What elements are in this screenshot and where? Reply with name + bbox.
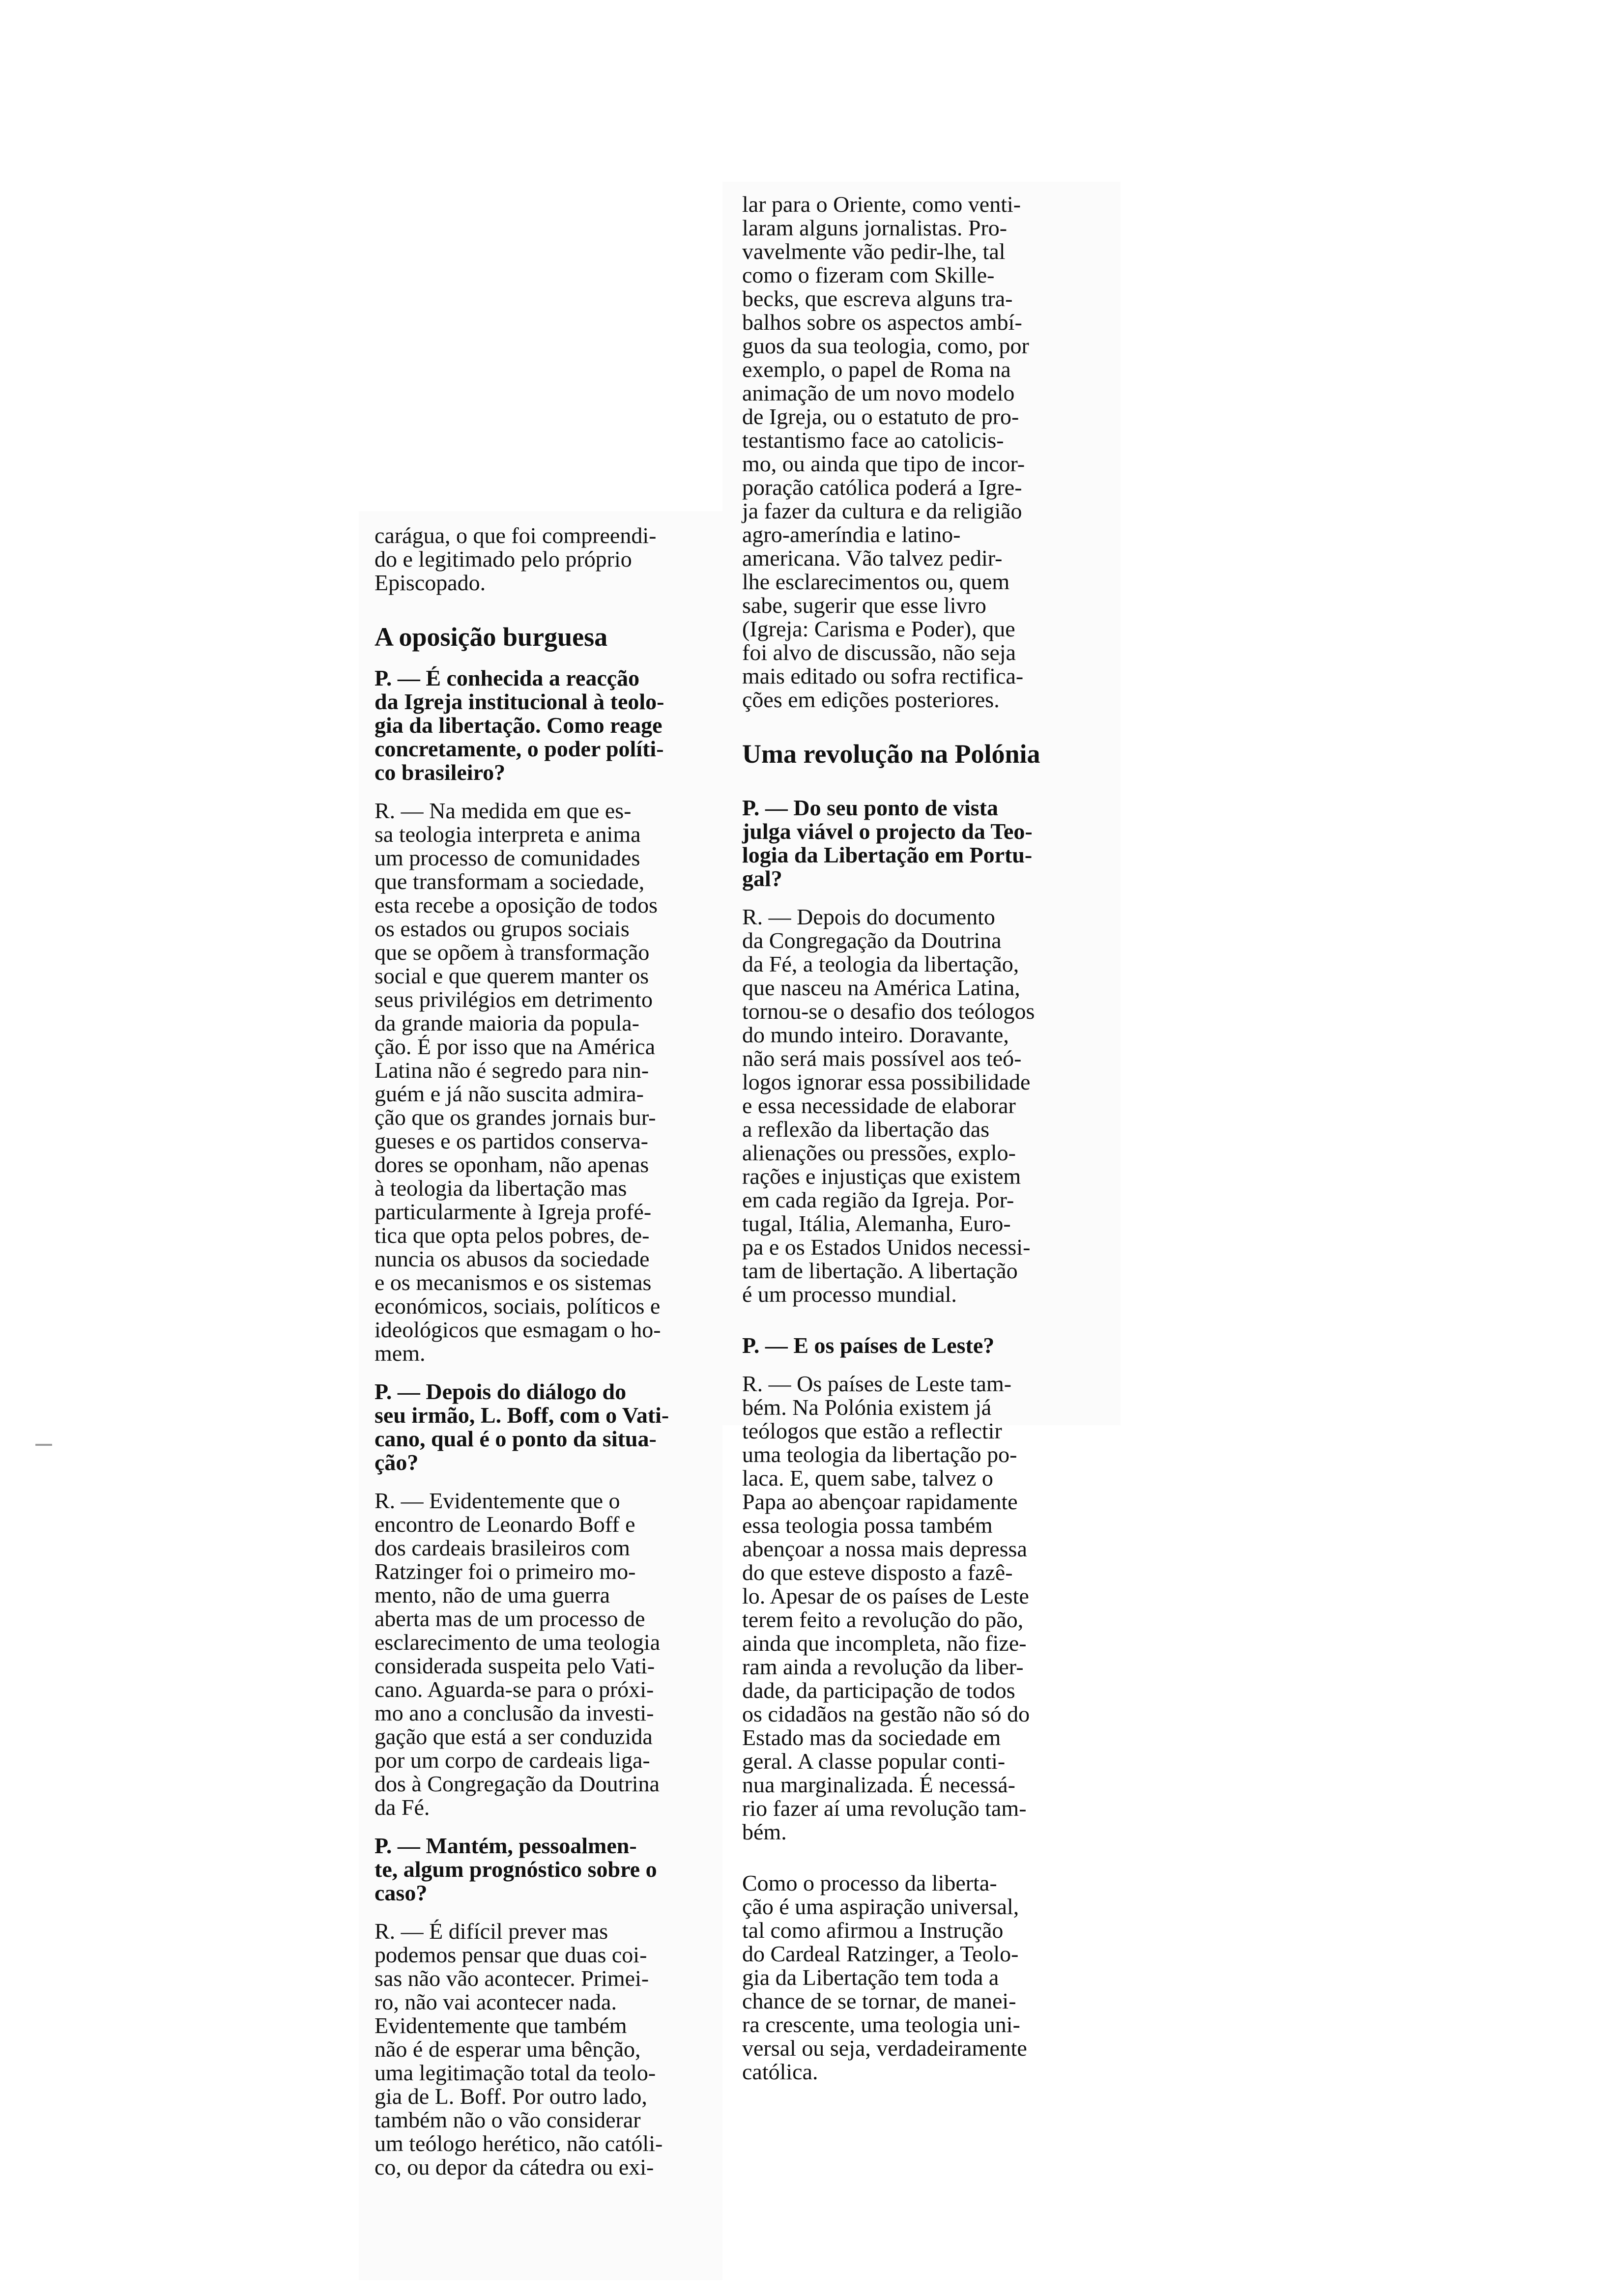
text-line: lar para o Oriente, como venti- — [742, 192, 1021, 217]
text-line: Como o processo da liberta- — [742, 1870, 997, 1895]
text-line: não é de esperar uma bênção, — [374, 2037, 641, 2062]
text-line: ro, não vai acontecer nada. — [374, 1989, 617, 2014]
text-line: caso? — [374, 1880, 428, 1905]
text-line: concretamente, o poder políti- — [374, 736, 664, 761]
text-line: considerada suspeita pelo Vati- — [374, 1653, 655, 1678]
text-line: que transformam a sociedade, — [374, 869, 645, 894]
text-line: A oposição burguesa — [374, 622, 608, 652]
text-line: ção é uma aspiração universal, — [742, 1894, 1019, 1919]
text-line: seu irmão, L. Boff, com o Vati- — [374, 1403, 669, 1428]
text-line: animação de um novo modelo — [742, 380, 1015, 405]
text-line: ção que os grandes jornais bur- — [374, 1105, 656, 1130]
text-line: dade, da participação de todos — [742, 1678, 1015, 1703]
text-line: co brasileiro? — [374, 760, 506, 785]
text-line: P. — E os países de Leste? — [742, 1333, 995, 1358]
text-line: do mundo inteiro. Doravante, — [742, 1022, 1009, 1047]
block-spacer — [742, 1844, 1116, 1871]
text-line: de Igreja, ou o estatuto de pro- — [742, 404, 1019, 429]
text-line: sa teologia interpreta e anima — [374, 822, 641, 847]
text-line: da Fé. — [374, 1795, 430, 1820]
interview-question — [374, 666, 719, 784]
text-line: logos ignorar essa possibilidade — [742, 1069, 1031, 1094]
block-spacer — [374, 652, 719, 666]
text-line: ção. É por isso que na América — [374, 1034, 655, 1059]
text-line: à teologia da libertação mas — [374, 1176, 627, 1201]
text-line: como o fizeram com Skille- — [742, 262, 995, 287]
text-paragraph — [374, 1489, 719, 1819]
block-spacer — [742, 1357, 1116, 1372]
text-line: da Fé, a teologia da libertação, — [742, 951, 1019, 976]
block-spacer — [374, 1474, 719, 1489]
text-paragraph — [374, 1920, 719, 2179]
text-line: ção? — [374, 1450, 419, 1475]
text-line: gal? — [742, 866, 782, 891]
text-line: geral. A classe popular conti- — [742, 1749, 1006, 1774]
text-line: alienações ou pressões, explo- — [742, 1140, 1016, 1165]
text-line: tam de libertação. A libertação — [742, 1258, 1018, 1283]
text-line: os estados ou grupos sociais — [374, 916, 630, 941]
text-line: cano, qual é o ponto da situa- — [374, 1426, 657, 1451]
text-line: rações e injustiças que existem — [742, 1164, 1021, 1189]
text-line: os cidadãos na gestão não só do — [742, 1701, 1030, 1726]
section-heading — [742, 739, 1116, 769]
text-line: gueses e os partidos conserva- — [374, 1128, 648, 1153]
text-line: becks, que escreva alguns tra- — [742, 286, 1013, 311]
text-line: mo, ou ainda que tipo de incor- — [742, 451, 1025, 476]
left-column — [374, 524, 719, 2179]
text-line: mais editado ou sofra rectifica- — [742, 663, 1024, 689]
section-heading — [374, 622, 719, 652]
text-line: é um processo mundial. — [742, 1282, 957, 1307]
text-paragraph — [742, 1372, 1116, 1844]
text-line: laca. E, quem sabe, talvez o — [742, 1465, 993, 1491]
text-line: P. — Do seu ponto de vista — [742, 795, 998, 820]
text-line: tornou-se o desafio dos teólogos — [742, 999, 1035, 1024]
text-line: e essa necessidade de elaborar — [742, 1093, 1016, 1118]
text-line: terem feito a revolução do pão, — [742, 1607, 1024, 1632]
text-line: logia da Libertação em Portu- — [742, 842, 1033, 867]
text-line: por um corpo de cardeais liga- — [374, 1748, 650, 1773]
text-line: um processo de comunidades — [374, 845, 640, 870]
text-line: gia da Libertação tem toda a — [742, 1965, 999, 1990]
text-line: nuncia os abusos da sociedade — [374, 1246, 650, 1271]
text-line: dores se oponham, não apenas — [374, 1152, 649, 1177]
text-line: te, algum prognóstico sobre o — [374, 1857, 657, 1882]
block-spacer — [374, 1819, 719, 1834]
text-line: nua marginalizada. É necessá- — [742, 1772, 1015, 1797]
text-line: P. — Depois do diálogo do — [374, 1379, 627, 1404]
interview-question — [374, 1380, 719, 1474]
text-line: católica. — [742, 2059, 818, 2084]
text-line: agro-ameríndia e latino- — [742, 522, 961, 547]
text-line: abençoar a nossa mais depressa — [742, 1536, 1027, 1561]
text-paragraph — [374, 799, 719, 1365]
text-line: ra crescente, uma teologia uni- — [742, 2012, 1020, 2037]
text-line: dos cardeais brasileiros com — [374, 1535, 630, 1560]
block-spacer — [374, 1905, 719, 1920]
text-paragraph — [742, 905, 1116, 1306]
text-line: R. — Na medida em que es- — [374, 798, 632, 823]
text-line: não será mais possível aos teó- — [742, 1046, 1022, 1071]
text-line: tica que opta pelos pobres, de- — [374, 1223, 650, 1248]
text-line: esclarecimento de uma teologia — [374, 1630, 661, 1655]
text-line: Estado mas da sociedade em — [742, 1725, 1001, 1750]
text-line: gia de L. Boff. Por outro lado, — [374, 2084, 647, 2109]
text-line: do que esteve disposto a fazê- — [742, 1560, 1013, 1585]
text-line: da Congregação da Doutrina — [742, 928, 1002, 953]
interview-question — [374, 1834, 719, 1905]
text-line: guos da sua teologia, como, por — [742, 333, 1029, 358]
text-line: bém. — [742, 1819, 787, 1844]
right-column — [742, 193, 1116, 2084]
text-line: um teólogo herético, não católi- — [374, 2131, 663, 2156]
text-line: em cada região da Igreja. Por- — [742, 1187, 1014, 1212]
text-line: encontro de Leonardo Boff e — [374, 1512, 635, 1537]
text-paragraph — [374, 524, 719, 595]
text-line: vavelmente vão pedir-lhe, tal — [742, 239, 1006, 264]
block-spacer — [742, 1306, 1116, 1334]
text-line: Evidentemente que também — [374, 2013, 627, 2038]
text-line: que se opõem à transformação — [374, 940, 650, 965]
text-line: testantismo face ao catolicis- — [742, 428, 1004, 453]
text-paragraph — [742, 1871, 1116, 2084]
text-line: ja fazer da cultura e da religião — [742, 498, 1022, 523]
text-line: lhe esclarecimentos ou, quem — [742, 569, 1010, 594]
text-line: e os mecanismos e os sistemas — [374, 1270, 652, 1295]
text-line: da Igreja institucional à teolo- — [374, 689, 664, 714]
text-line: Uma revolução na Polónia — [742, 739, 1040, 769]
text-line: mem. — [374, 1341, 426, 1366]
text-line: mento, não de uma guerra — [374, 1582, 610, 1607]
text-line: Papa ao abençoar rapidamente — [742, 1489, 1018, 1514]
text-line: teólogos que estão a reflectir — [742, 1418, 1002, 1443]
text-line: balhos sobre os aspectos ambí- — [742, 310, 1022, 335]
text-line: sabe, sugerir que esse livro — [742, 593, 986, 618]
text-line: económicos, sociais, políticos e — [374, 1293, 661, 1319]
text-line: aberta mas de um processo de — [374, 1606, 645, 1631]
text-line: poração católica poderá a Igre- — [742, 475, 1022, 500]
text-line: R. — É difícil prever mas — [374, 1919, 608, 1944]
text-line: bém. Na Polónia existem já — [742, 1395, 992, 1420]
text-line: lo. Apesar de os países de Leste — [742, 1583, 1029, 1608]
text-line: uma teologia da libertação po- — [742, 1442, 1017, 1467]
text-line: rio fazer aí uma revolução tam- — [742, 1796, 1027, 1821]
text-line: P. — Mantém, pessoalmen- — [374, 1833, 637, 1858]
text-line: exemplo, o papel de Roma na — [742, 357, 1011, 382]
text-line: social e que querem manter os — [374, 963, 649, 988]
text-line: Latina não é segredo para nin- — [374, 1058, 649, 1083]
text-line: tal como afirmou a Instrução — [742, 1918, 1004, 1943]
text-line: mo ano a conclusão da investi- — [374, 1700, 654, 1725]
text-line: (Igreja: Carisma e Poder), que — [742, 616, 1015, 641]
block-spacer — [374, 784, 719, 799]
text-line: também não o vão considerar — [374, 2107, 641, 2132]
text-line: cano. Aguarda-se para o próxi- — [374, 1677, 654, 1702]
text-line: tugal, Itália, Alemanha, Euro- — [742, 1211, 1011, 1236]
text-line: ideológicos que esmagam o ho- — [374, 1317, 661, 1342]
text-line: P. — É conhecida a reacção — [374, 665, 640, 690]
text-line: chance de se tornar, de manei- — [742, 1988, 1016, 2013]
text-line: R. — Depois do documento — [742, 904, 995, 929]
text-line: R. — Evidentemente que o — [374, 1488, 620, 1513]
text-line: particularmente à Igreja profé- — [374, 1199, 652, 1224]
text-line: gação que está a ser conduzida — [374, 1724, 653, 1749]
text-line: a reflexão da libertação das — [742, 1117, 990, 1142]
text-line: do e legitimado pelo próprio — [374, 546, 632, 572]
interview-question — [742, 1334, 1116, 1357]
text-line: versal ou seja, verdadeiramente — [742, 2036, 1027, 2061]
text-line: sas não vão acontecer. Primei- — [374, 1966, 649, 1991]
text-line: americana. Vão talvez pedir- — [742, 545, 1003, 571]
text-line: gia da libertação. Como reage — [374, 713, 662, 738]
text-line: co, ou depor da cátedra ou exi- — [374, 2154, 654, 2180]
text-line: do Cardeal Ratzinger, a Teolo- — [742, 1941, 1019, 1966]
interview-question — [742, 796, 1116, 890]
text-line: Episcopado. — [374, 570, 486, 595]
text-line: R. — Os países de Leste tam- — [742, 1371, 1012, 1396]
block-spacer — [742, 769, 1116, 796]
text-line: da grande maioria da popula- — [374, 1010, 639, 1035]
text-line: Ratzinger foi o primeiro mo- — [374, 1559, 636, 1584]
text-line: foi alvo de discussão, não seja — [742, 640, 1016, 665]
block-spacer — [374, 595, 719, 622]
block-spacer — [742, 712, 1116, 739]
text-line: esta recebe a oposição de todos — [374, 892, 658, 918]
text-line: laram alguns jornalistas. Pro- — [742, 215, 1008, 240]
text-line: podemos pensar que duas coi- — [374, 1942, 647, 1967]
text-paragraph — [742, 193, 1116, 712]
block-spacer — [374, 1365, 719, 1380]
text-line: pa e os Estados Unidos necessi- — [742, 1234, 1031, 1260]
text-line: uma legitimação total da teolo- — [374, 2060, 656, 2085]
text-line: carágua, o que foi compreendi- — [374, 523, 657, 548]
text-line: ainda que incompleta, não fize- — [742, 1631, 1027, 1656]
text-line: guém e já não suscita admira- — [374, 1081, 644, 1106]
text-line: que nasceu na América Latina, — [742, 975, 1020, 1000]
text-line: ram ainda a revolução da liber- — [742, 1654, 1024, 1679]
scan-mark — [35, 1444, 52, 1446]
text-line: essa teologia possa também — [742, 1513, 993, 1538]
text-line: dos à Congregação da Doutrina — [374, 1771, 660, 1796]
text-line: julga viável o projecto da Teo- — [742, 819, 1033, 844]
block-spacer — [742, 890, 1116, 905]
text-line: ções em edições posteriores. — [742, 687, 1000, 712]
text-line: seus privilégios em detrimento — [374, 987, 653, 1012]
